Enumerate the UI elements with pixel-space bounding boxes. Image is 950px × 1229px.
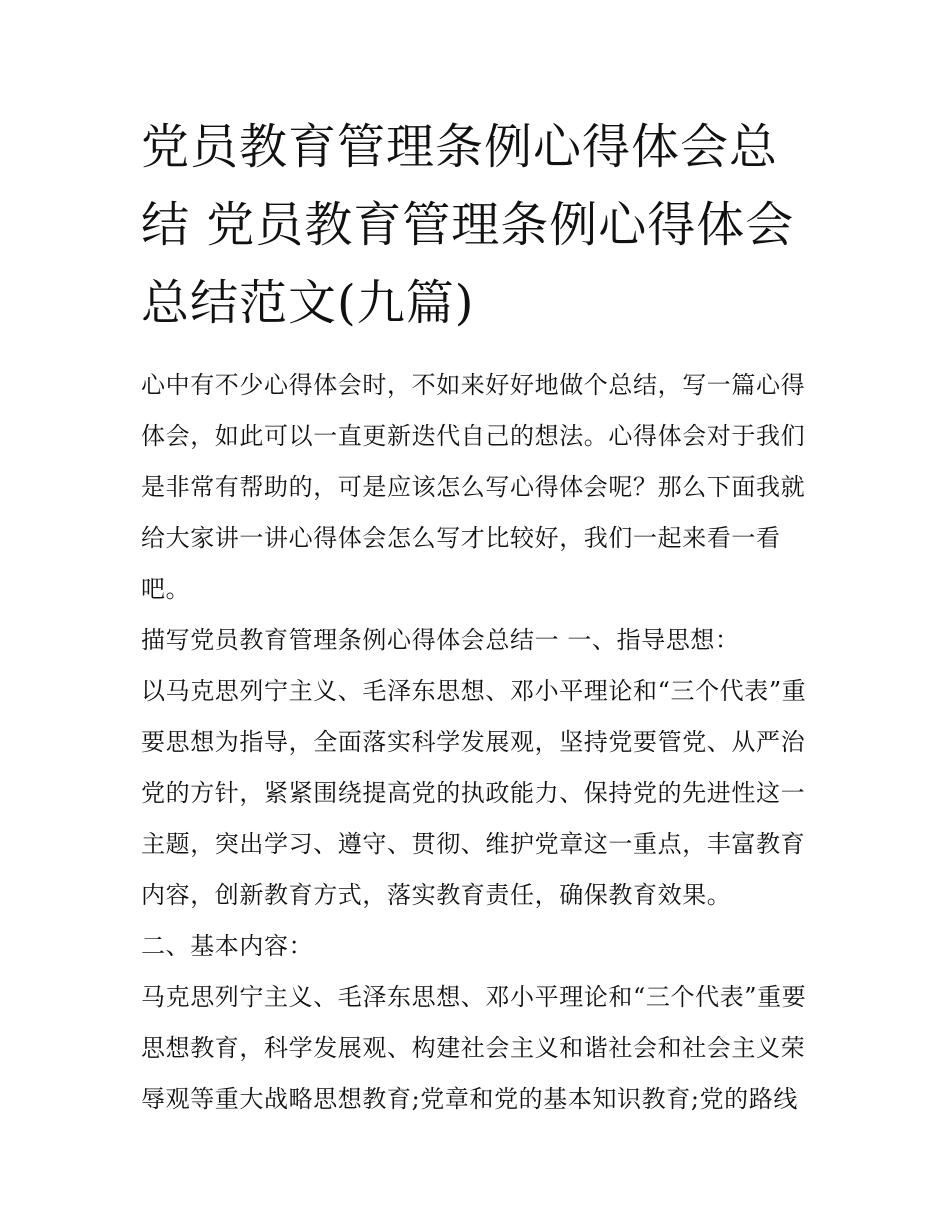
document-page: [141, 108, 813, 1125]
paragraph-guiding-ideology: 以马克思列宁主义、毛泽东思想、邓小平理论和“三个代表”重要思想为指导，全面落实科学发展观，坚持党要管党、从严治党的方针，紧紧围绕提高党的执政能力、保持党的先进性这一主题，突出学习、遵守、贯彻、维护党章这一重点，丰富教育内容，创新教育方式，落实教育责任，确保教育效果。: [141, 677, 807, 909]
paragraph-section-heading-guiding-ideology: 描写党员教育管理条例心得体会总结一 一、指导思想：: [141, 626, 740, 654]
document-body: [141, 360, 813, 1125]
paragraph-section-heading-basic-content: 二、基本内容：: [141, 932, 314, 960]
paragraph-basic-content: 马克思列宁主义、毛泽东思想、邓小平理论和“三个代表”重要思想教育，科学发展观、构建社会主义和谐社会和社会主义荣辱观等重大战略思想教育;党章和党的基本知识教育;党的路线: [141, 983, 807, 1113]
paragraph-intro: 心中有不少心得体会时，不如来好好地做个总结，写一篇心得体会，如此可以一直更新迭代自己的想法。心得体会对于我们是非常有帮助的，可是应该怎么写心得体会呢？那么下面我就给大家讲一讲心得体会怎么写才比较好，我们一起来看一看吧。: [141, 371, 806, 603]
document-title: 党员教育管理条例心得体会总结 党员教育管理条例心得体会总结范文(九篇): [141, 119, 795, 331]
